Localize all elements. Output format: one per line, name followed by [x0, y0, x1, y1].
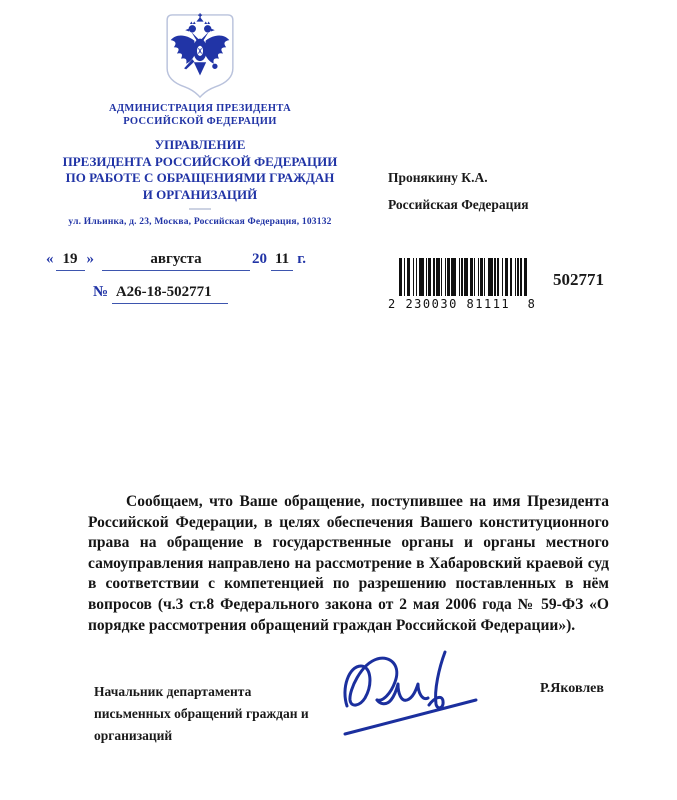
signatory-title: [94, 681, 374, 747]
date-day: 19: [56, 251, 85, 271]
barcode-block: [388, 258, 628, 311]
date-line: [46, 251, 306, 271]
barcode-digits: 2 230030 81111 8: [388, 297, 537, 311]
letterhead: [40, 10, 360, 227]
date-century: 20: [252, 251, 267, 267]
org-name-line2: РОССИЙСКОЙ ФЕДЕРАЦИИ: [123, 115, 277, 127]
org-name-line1: АДМИНИСТРАЦИЯ ПРЕЗИДЕНТА: [108, 103, 292, 114]
date-year: 11: [271, 251, 293, 271]
signatory-title-line1: Начальник департамента: [94, 684, 252, 699]
date-close-quote: »: [86, 251, 94, 267]
number-label: №: [93, 284, 109, 300]
signatory-name: Р.Яковлев: [540, 681, 604, 696]
signatory-title-line2: письменных обращений граждан и: [94, 706, 309, 721]
document-number: А26-18-502771: [112, 284, 228, 304]
signatory-title-line3: организаций: [94, 728, 173, 743]
date-month: августа: [102, 251, 250, 271]
department-line1: УПРАВЛЕНИЕ: [154, 137, 246, 152]
coat-of-arms-icon: [40, 10, 360, 102]
handwritten-signature-icon: [333, 646, 485, 751]
department-line2: ПРЕЗИДЕНТА РОССИЙСКОЙ ФЕДЕРАЦИИ: [62, 153, 338, 169]
org-address: ул. Ильинка, д. 23, Москва, Российская Федерация, 103132: [68, 217, 332, 227]
letter-body: Сообщаем, что Ваше обращение, поступившее на имя Президента Российской Федерации, в целях обеспечения Вашего конституционного права на обращение в государственные органы и органы местного самоуправления направлено на рассмотрение в Хабаровский краевой суд в соответствии с компетенцией по разрешению поставленных в нём вопросов (ч.3 ст.8 Федерального закона от 2 мая 2006 года № 59-ФЗ «О порядке рассмотрения обращений граждан Российской Федерации»).: [88, 493, 609, 634]
department-line3: ПО РАБОТЕ С ОБРАЩЕНИЯМИ ГРАЖДАН: [65, 170, 335, 185]
date-open-quote: «: [46, 251, 54, 267]
recipient-country: Российская Федерация: [388, 197, 529, 212]
department-name: [40, 137, 360, 203]
org-name: [40, 103, 360, 128]
recipient-name: Пронякину К.А.: [388, 170, 488, 185]
letterhead-divider: [189, 208, 211, 210]
recipient-block: [388, 170, 529, 213]
registration-code: 502771: [553, 270, 604, 289]
document-number-line: [93, 284, 228, 301]
department-line4: И ОРГАНИЗАЦИЙ: [142, 186, 258, 202]
date-suffix: г.: [297, 251, 307, 267]
